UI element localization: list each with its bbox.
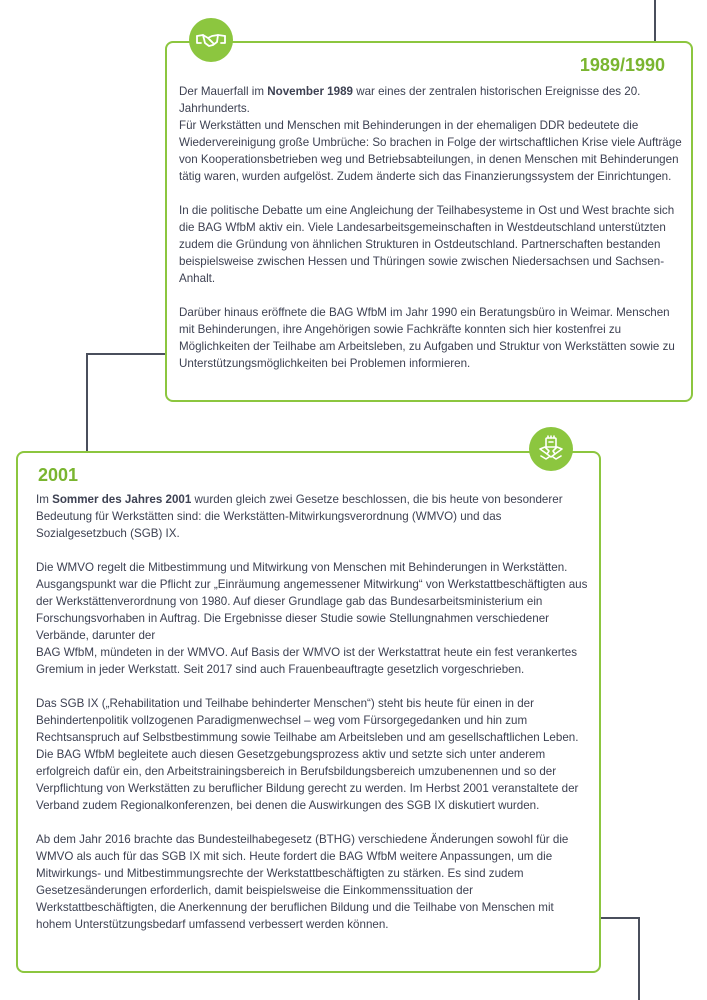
text-segment: wurden gleich zwei Gesetze beschlossen, die bis heute von besonderer Bedeutung für Werkstätten sind: die Werkstätten-Mitwirkungsverordnung (WMVO) und das Sozialgesetzbuch (SGB) IX. — [36, 493, 563, 540]
bold-text-segment: November 1989 — [267, 85, 353, 98]
paragraph: Das SGB IX („Rehabilitation und Teilhabe behinderter Menschen“) steht bis heute für einen in der Behindertenpolitik vollzogenen Paradigmenwechsel – weg vom Fürsorgegedanken und hin zum Rechtsanspruch auf Selbstbestimmung sowie Teilhabe am Arbeitsleben und am gesellschaftlichen Leben. Die BAG WfbM begleitete auch diesen Gesetzgebungsprozess aktiv und setzte sich unter anderem erfolgreich dafür ein, den Arbeitstrainingsbereich in Berufsbildungsbereich umzubenennen und so der Verpflichtung von Werkstätten zu beruflicher Bildung gerecht zu werden. Im Herbst 2001 veranstaltete der Verband zudem Regionalkonferenzen, bei denen die Auswirkungen des SGB IX diskutiert wurden. — [36, 697, 579, 812]
paragraph: In die politische Debatte um eine Angleichung der Teilhabesysteme in Ost und West brachte sich die BAG WfbM aktiv ein. Viele Landesarbeitsgemeinschaften in Westdeutschland unterstützten zudem die Gründung von ähnlichen Strukturen in Ostdeutschland. Partnerschaften bestanden beispielsweise zwischen Hessen und Thüringen sowie zwischen Niedersachsen und Sachsen-Anhalt. — [179, 204, 675, 285]
entry-year: 1989/1990 — [579, 55, 665, 75]
timeline-entry-1989 — [165, 41, 693, 402]
paragraph: Ab dem Jahr 2016 brachte das Bundesteilhabegesetz (BTHG) verschiedene Änderungen sowohl für die WMVO als auch für das SGB IX mit sich. Heute fordert die BAG WfbM weitere Anpassungen, um die Mitwirkungs- und Mitbestimmungsrechte der Werkstattbeschäftigten zu stärken. Es sind zudem Gesetzesänderungen erforderlich, damit beispielsweise die Einkommenssituation der Werkstattbeschäftigten, die Anerkennung der beruflichen Bildung und die Teilhabe von Menschen mit hohem Unterstützungsbedarf umfassend verbessert werden können. — [36, 833, 569, 931]
text-segment: Im — [36, 493, 53, 506]
paragraph — [179, 83, 684, 185]
timeline-line-mid-horizontal — [86, 353, 166, 355]
timeline-line-bottom-vertical — [638, 917, 640, 1000]
paragraph-text: Die WMVO regelt die Mitbestimmung und Mitwirkung von Menschen mit Behinderungen in Werkstätten. Ausgangspunkt war die Pflicht zur „Einräumung angemessener Mitwirkung“ von Werkstattbeschäftigten aus der Werkstättenverordnung von 1980. Auf dieser Grundlage gab das Bundesarbeitsministerium ein Forschungsvorhaben in Auftrag. Die Ergebnisse dieser Studie sowie Stellungnahmen verschiedener Verbände, darunter der — [36, 561, 588, 642]
handshake-icon — [189, 18, 233, 62]
timeline-line-bottom-horizontal — [600, 917, 640, 919]
text-segment: war eines der zentralen historischen Ereignisse des 20. Jahrhunderts. — [179, 85, 641, 115]
text-segment: Der Mauerfall im — [179, 85, 268, 98]
paragraph-continuation: BAG WfbM, mündeten in der WMVO. Auf Basis der WMVO ist der Werkstattrat heute ein fest verankertes Gremium in jeder Werkstatt. Seit 2017 sind auch Frauenbeauftragte gesetzlich vorgeschrieben. — [36, 646, 578, 676]
bold-text-segment: Sommer des Jahres 2001 — [52, 493, 192, 506]
timeline-line-mid-vertical-a — [86, 353, 88, 451]
paragraph — [36, 559, 591, 678]
people-hands-icon — [529, 427, 573, 471]
paragraph — [36, 491, 591, 542]
timeline-line-top — [654, 0, 656, 42]
entry-body — [36, 491, 591, 933]
paragraph: Darüber hinaus eröffnete die BAG WfbM im Jahr 1990 ein Beratungsbüro in Weimar. Menschen mit Behinderungen, ihre Angehörigen sowie Fachkräfte konnten sich hier kostenfrei zu Möglichkeiten der Teilhabe am Arbeitsleben, zu Aufgaben und Struktur von Werkstätten sowie zu Unterstützungsmöglichkeiten bei Problemen informieren. — [179, 306, 675, 370]
entry-year: 2001 — [38, 465, 79, 485]
entry-body — [179, 83, 684, 372]
timeline-entry-2001 — [16, 451, 601, 973]
paragraph-continuation: Für Werkstätten und Menschen mit Behinderungen in der ehemaligen DDR bedeutete die Wiedervereinigung große Umbrüche: So brachen in Folge der wirtschaftlichen Krise viele Aufträge von Kooperationsbetrieben weg und Betriebsabteilungen, in denen Menschen mit Behinderungen tätig waren, wurden aufgelöst. Zudem änderte sich das Finanzierungssystem der Einrichtungen. — [179, 119, 682, 183]
